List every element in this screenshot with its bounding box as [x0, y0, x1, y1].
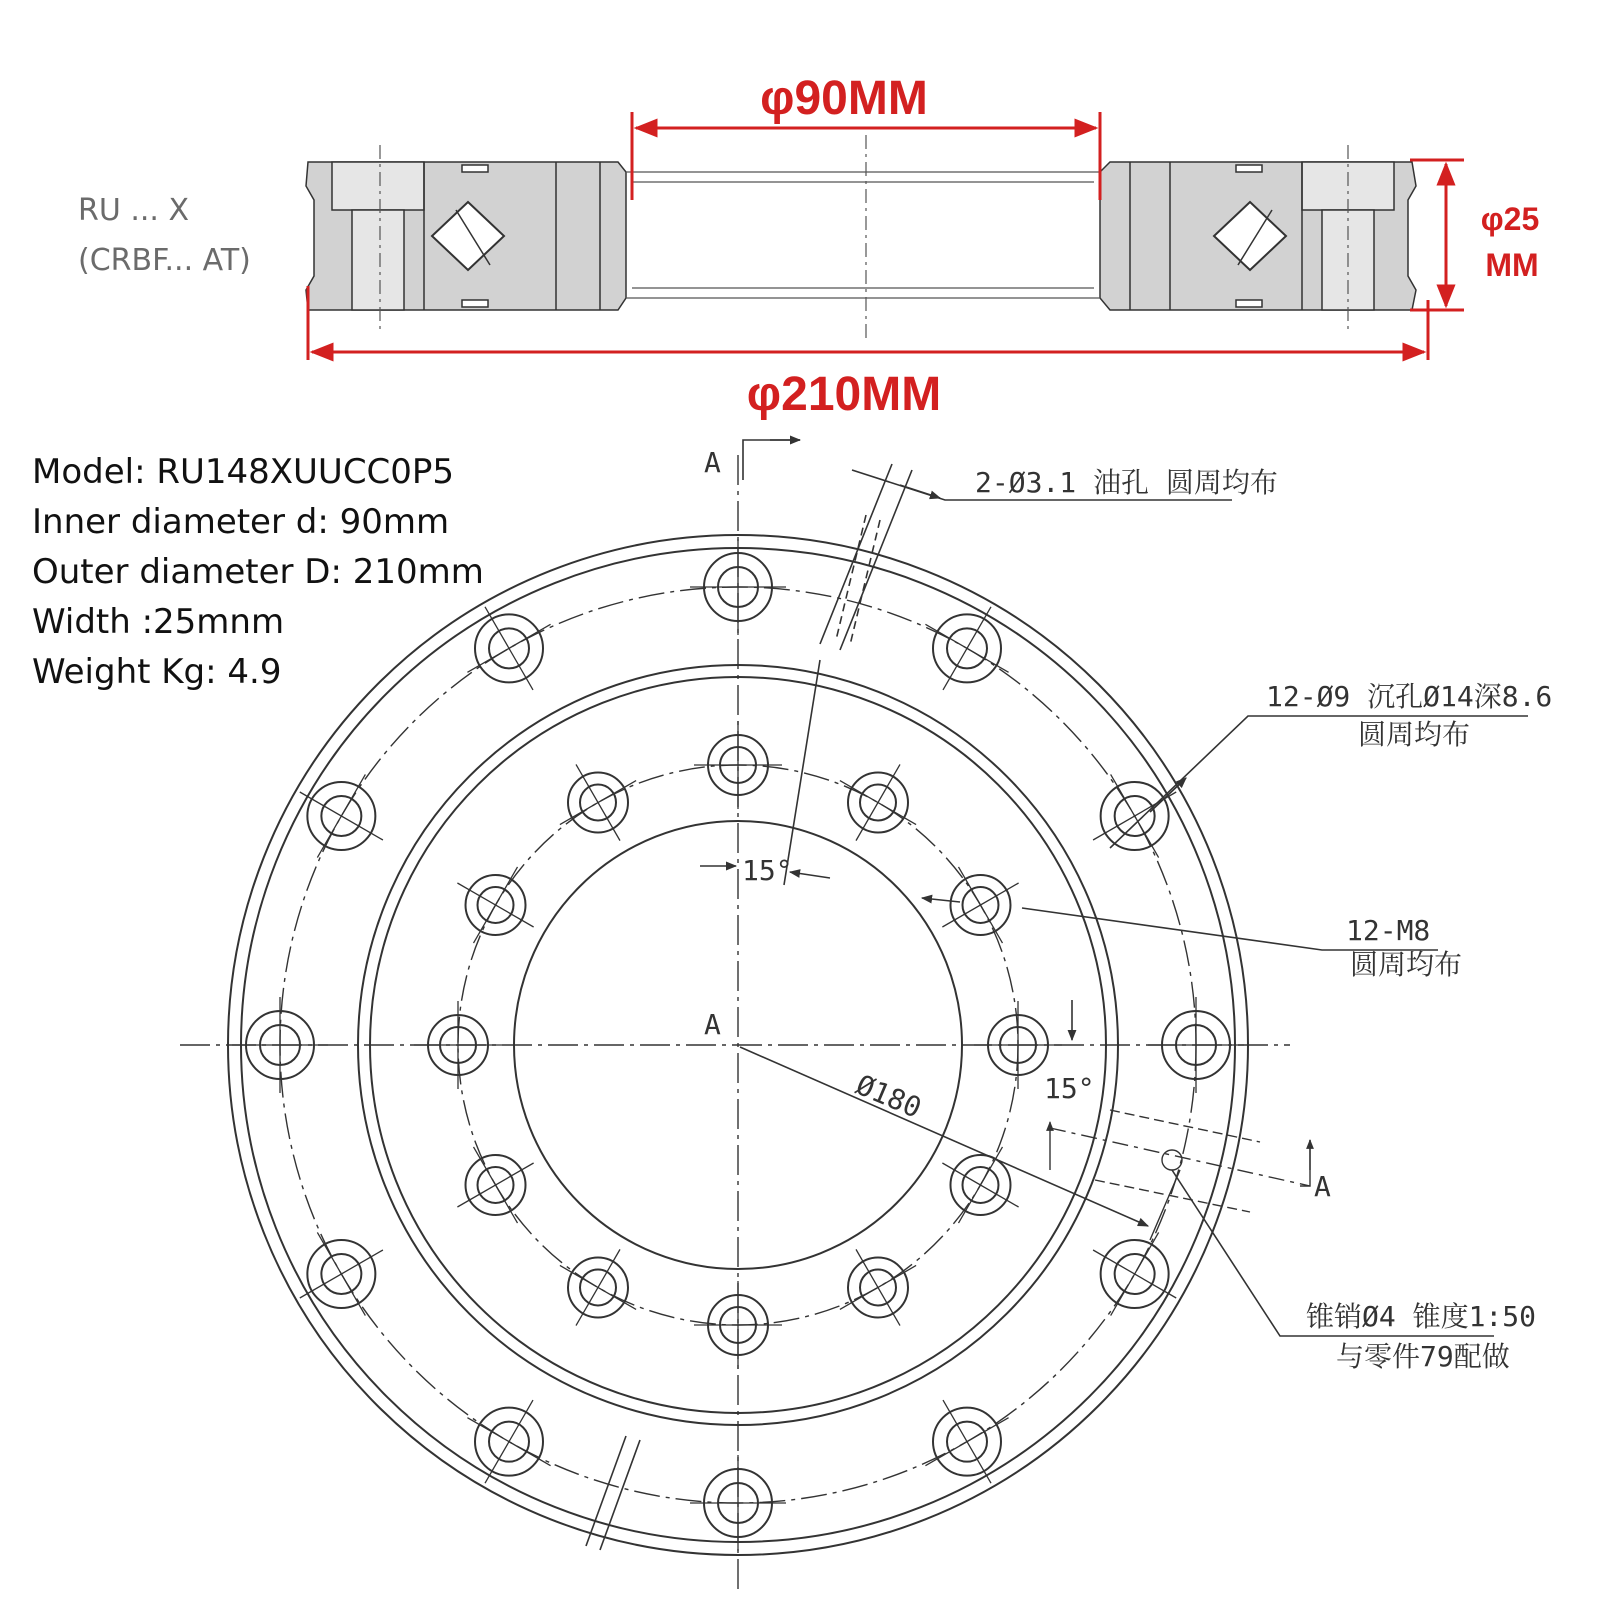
inner-thread-hole	[942, 867, 1018, 943]
spec-outer-diameter: Outer diameter D: 210mm	[32, 552, 484, 592]
outer-counterbore-hole	[232, 997, 328, 1093]
center-marker-label: A	[704, 1008, 721, 1041]
pcd-arrow-tick	[1150, 1170, 1180, 1240]
oil-hole-leader-arrow	[900, 485, 940, 498]
thread-note-distribution: 圆周均布	[1350, 948, 1463, 981]
taper-pin-hole	[1050, 1110, 1310, 1212]
thread-note: 12-M8	[1346, 914, 1431, 947]
thread-leader-arrow	[922, 898, 960, 902]
inner-thread-hole	[694, 721, 782, 809]
section-marker-top-label: A	[704, 446, 721, 479]
right-ring-section	[1100, 162, 1416, 310]
oil-hole-note: 2-Ø3.1 油孔 圆周均布	[975, 466, 1278, 499]
section-marker-right-label: A	[1314, 1170, 1331, 1203]
inner-thread-hole	[694, 1281, 782, 1369]
spec-model: Model: RU148XUUCC0P5	[32, 452, 455, 492]
angle-label-right: 15°	[1044, 1072, 1095, 1105]
outer-holes-note-distribution: 圆周均布	[1358, 718, 1471, 751]
series-alt-label: (CRBF... AT)	[78, 243, 251, 278]
oil-hole-passage-bottom	[586, 1436, 640, 1550]
pin-note-mating: 与零件79配做	[1336, 1340, 1510, 1373]
spec-weight: Weight Kg: 4.9	[32, 652, 282, 692]
width-dimension-label-line-2: MM	[1485, 247, 1539, 283]
inner-thread-hole	[457, 867, 533, 943]
outer-counterbore-hole	[1148, 997, 1244, 1093]
angle-label-top: 15°	[742, 854, 793, 887]
pin-note: 锥销Ø4 锥度1:50	[1306, 1300, 1537, 1333]
front-view-annotations	[704, 446, 1552, 1373]
outer-counterbore-hole	[690, 1455, 786, 1551]
inner-diameter-dimension-label: φ90MM	[760, 72, 928, 125]
spec-width: Width :25mnm	[32, 602, 285, 642]
inner-thread-hole	[840, 764, 916, 840]
pcd-label: Ø180	[851, 1068, 927, 1125]
inner-thread-hole	[840, 1249, 916, 1325]
inner-thread-hole	[942, 1147, 1018, 1223]
width-dimension-label-line-1: φ25	[1480, 201, 1540, 237]
outer-counterbore-hole	[690, 539, 786, 635]
outer-diameter-dimension-label: φ210MM	[746, 368, 942, 421]
section-marker-top	[743, 440, 800, 480]
inner-thread-hole	[560, 764, 636, 840]
outer-holes-note: 12-Ø9 沉孔Ø14深8.6	[1266, 680, 1553, 713]
left-ring-section	[306, 162, 626, 310]
inner-thread-hole	[457, 1147, 533, 1223]
series-label: RU ... X	[78, 193, 190, 228]
front-view	[180, 440, 1528, 1590]
side-view	[78, 72, 1539, 421]
angle-indicator-top	[700, 660, 830, 885]
inner-thread-hole	[560, 1249, 636, 1325]
inner-thread-hole	[414, 1001, 502, 1089]
spec-inner-diameter: Inner diameter d: 90mm	[32, 502, 450, 542]
